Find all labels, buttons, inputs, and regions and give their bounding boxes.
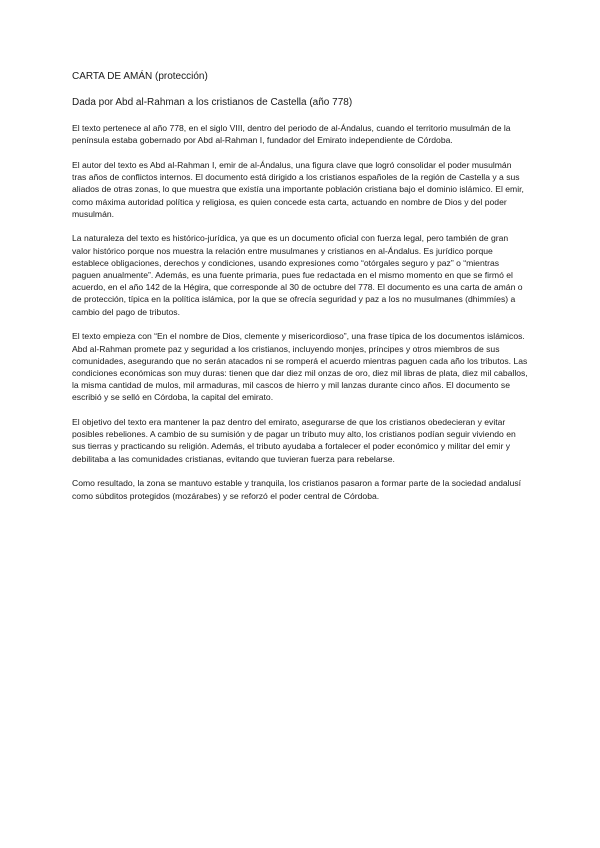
document-subtitle: Dada por Abd al-Rahman a los cristianos de Castella (año 778) xyxy=(72,97,353,108)
paragraph-5: El objetivo del texto era mantener la paz dentro del emirato, asegurarse de que los cristianos obedecieran y evitar posibles rebeliones. A cambio de su sumisión y de pagar un tributo muy alto, los cristianos podían seguir viviendo en sus tierras y practicando su religión. Además, el tributo ayudaba a fortalecer el poder económico y militar del emir y debilitaba a las comunidades cristianas, evitando que tuvieran fuerza para rebelarse. xyxy=(72,417,516,464)
paragraph-2: El autor del texto es Abd al-Rahman I, emir de al-Ándalus, una figura clave que logró consolidar el poder musulmán tras años de conflictos internos. El documento está dirigido a los cristianos españoles de la región de Castella y a sus aliados de otras zonas, lo que muestra que existía una importante población cristiana bajo el dominio islámico. El emir, como máxima autoridad política y religiosa, es quien concede esta carta, actuando en nombre de Dios y del poder musulmán. xyxy=(72,159,524,219)
paragraph-4: El texto empieza con “En el nombre de Dios, clemente y misericordioso”, una frase típica de los documentos islámicos. Abd al-Rahman promete paz y seguridad a los cristianos, incluyendo monjes, príncipes y otros miembros de sus comunidades, asegurando que no serán atacados ni se romperá el acuerdo mientras paguen cada año los tributos. Las condiciones económicas son muy duras: tienen que dar diez mil onzas de oro, diez mil libras de plata, diez mil caballos, la misma cantidad de mulos, mil armaduras, mil cascos de hierro y mil lanzas durante cinco años. El documento se escribió y se selló en Córdoba, la capital del emirato. xyxy=(72,331,528,403)
paragraph-1: El texto pertenece al año 778, en el siglo VIII, dentro del periodo de al-Ándalus, cuando el territorio musulmán de la península estaba gobernado por Abd al-Rahman I, fundador del Emirato independiente de Córdoba. xyxy=(72,123,511,146)
paragraph-3: La naturaleza del texto es histórico-jurídica, ya que es un documento oficial con fuerza legal, pero también de gran valor histórico porque nos muestra la relación entre musulmanes y cristianos en al-Ándalus. Es jurídico porque establece obligaciones, derechos y condiciones, usando expresiones como “otórgales seguro y paz” o “mientras paguen anualmente”. Además, es una fuente primaria, pues fue redactada en el mismo momento en que se firmó el acuerdo, en el año 142 de la Hégira, que corresponde al 30 de octubre del 778. El documento es una carta de amán o de protección, típica en la política islámica, por la que se ofrecía seguridad y paz a los no musulmanes (dhimmíes) a cambio del pago de tributos. xyxy=(72,233,523,317)
paragraph-6: Como resultado, la zona se mantuvo estable y tranquila, los cristianos pasaron a formar parte de la sociedad andalusí como súbditos protegidos (mozárabes) y se reforzó el poder central de Córdoba. xyxy=(72,478,522,501)
document-title: CARTA DE AMÁN (protección) xyxy=(72,71,208,82)
